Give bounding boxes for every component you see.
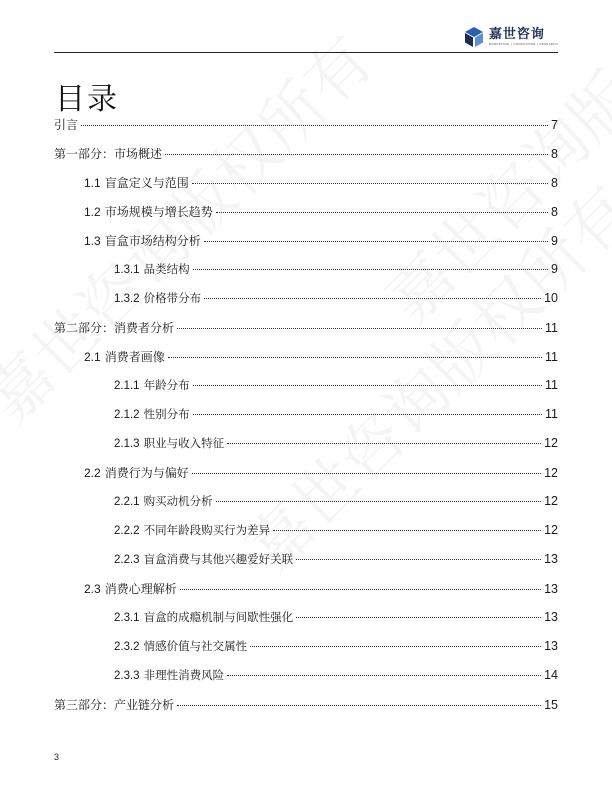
toc-leader-dots: [204, 241, 548, 242]
toc-leader-dots: [81, 125, 548, 126]
toc-entry-text: 性别分布: [143, 407, 190, 421]
logo-name: 嘉世咨询: [488, 26, 545, 42]
toc-entry-page: 12: [544, 523, 558, 537]
toc-entry-text: 消费行为与偏好: [104, 466, 189, 480]
toc-leader-dots: [273, 530, 541, 531]
toc-entry[interactable]: [54, 493, 558, 522]
toc-entry-title: [84, 464, 189, 481]
toc-leader-dots: [193, 385, 542, 386]
toc-entry-text: 职业与收入特征: [143, 436, 225, 450]
toc-leader-dots: [192, 183, 548, 184]
toc-entry-page: 11: [545, 378, 558, 392]
toc-entry-text: 第一部分：市场概述: [54, 147, 163, 161]
toc-entry-number: 1.3.2: [114, 293, 140, 305]
toc-entry-text: 盲盒定义与范围: [104, 176, 189, 190]
toc-leader-dots: [177, 705, 541, 706]
toc-entry-page: 7: [551, 118, 558, 132]
toc-entry-page: 12: [544, 494, 558, 508]
toc-entry-title: [114, 435, 224, 451]
toc-entry[interactable]: [54, 551, 558, 580]
toc-leader-dots: [193, 414, 542, 415]
toc-entry-page: 13: [544, 639, 558, 653]
toc-entry-title: [114, 406, 190, 422]
toc-title: 目录: [55, 82, 119, 117]
toc-entry[interactable]: [54, 116, 558, 145]
toc-leader-dots: [296, 617, 541, 618]
toc-entry-text: 盲盒市场结构分析: [104, 234, 201, 248]
toc-entry-text: 情感价值与社交属性: [143, 639, 248, 653]
toc-entry-title: [114, 261, 190, 277]
toc-entry-page: 13: [544, 610, 558, 624]
toc-entry-text: 引言: [54, 118, 79, 132]
toc-entry-number: 1.1: [84, 176, 101, 190]
toc-entry-title: [114, 551, 293, 567]
toc-entry-text: 消费心理解析: [104, 582, 177, 596]
toc-entry-title: [114, 290, 201, 306]
toc-entry-title: [114, 638, 247, 654]
toc-entry[interactable]: [54, 464, 558, 493]
toc-entry-number: 2.3.1: [114, 612, 140, 624]
toc-entry[interactable]: [54, 580, 558, 609]
toc-entry-title: [84, 580, 177, 597]
toc-leader-dots: [192, 473, 541, 474]
toc-entry[interactable]: [54, 406, 558, 435]
toc-entry-number: 2.2: [84, 466, 101, 480]
toc-entry[interactable]: [54, 667, 558, 696]
toc-entry[interactable]: [54, 522, 558, 551]
toc-entry-page: 13: [544, 582, 558, 596]
toc-entry-number: 2.1.3: [114, 438, 140, 450]
toc-entry-number: 2.3.3: [114, 670, 140, 682]
toc-entry[interactable]: [54, 319, 558, 348]
toc-entry-title: [54, 145, 162, 162]
toc-leader-dots: [180, 589, 541, 590]
toc-entry-title: [114, 377, 190, 393]
toc-entry-number: 2.2.2: [114, 525, 140, 537]
toc-entry-page: 8: [551, 176, 558, 190]
toc-entry[interactable]: [54, 609, 558, 638]
toc-entry-text: 盲盒消费与其他兴趣爱好关联: [143, 552, 294, 566]
toc-entry-title: [114, 493, 213, 509]
toc-entry-page: 11: [545, 350, 558, 364]
toc-entry-number: 2.3.2: [114, 641, 140, 653]
toc-entry-number: 2.1.2: [114, 409, 140, 421]
toc-entry-number: 2.2.3: [114, 554, 140, 566]
toc-leader-dots: [296, 559, 541, 560]
toc-leader-dots: [227, 443, 541, 444]
toc-entry-title: [54, 319, 174, 336]
page-header: [54, 24, 558, 53]
toc-entry-page: 12: [544, 466, 558, 480]
toc-entry-page: 11: [545, 407, 558, 421]
toc-leader-dots: [216, 501, 542, 502]
toc-leader-dots: [227, 675, 541, 676]
toc-entry-text: 购买动机分析: [143, 494, 213, 508]
toc-entry-text: 第三部分：产业链分析: [54, 698, 175, 712]
logo-tagline: MARKETING | CONSULTING | RESEARCH: [488, 41, 558, 46]
toc-leader-dots: [165, 154, 548, 155]
toc-entry-number: 1.3.1: [114, 264, 140, 276]
toc-leader-dots: [216, 212, 548, 213]
toc-entry-text: 市场规模与增长趋势: [104, 205, 213, 219]
toc-entry-number: 2.1.1: [114, 380, 140, 392]
toc-entry[interactable]: [54, 203, 558, 232]
toc-entry-page: 9: [551, 262, 558, 276]
toc-entry-number: 1.2: [84, 205, 101, 219]
toc-entry-number: 2.1: [84, 350, 101, 364]
logo-cube-icon: [463, 26, 485, 48]
toc-entry-text: 年龄分布: [143, 378, 190, 392]
toc-leader-dots: [204, 298, 541, 299]
toc-entry-title: [54, 116, 78, 133]
toc-entry-text: 消费者画像: [104, 350, 165, 364]
table-of-contents: [54, 116, 558, 725]
toc-entry-page: 13: [544, 552, 558, 566]
toc-entry-title: [54, 696, 174, 713]
toc-entry-number: 2.2.1: [114, 496, 140, 508]
toc-entry[interactable]: [54, 435, 558, 464]
toc-entry[interactable]: [54, 290, 558, 319]
toc-entry[interactable]: [54, 145, 558, 174]
toc-entry-text: 盲盒的成瘾机制与间歇性强化: [143, 610, 294, 624]
page-number: 3: [54, 752, 60, 762]
toc-entry-title: [114, 522, 270, 538]
toc-entry-text: 价格带分布: [143, 291, 202, 305]
toc-entry-page: 8: [551, 205, 558, 219]
toc-entry[interactable]: [54, 696, 558, 725]
toc-entry[interactable]: [54, 348, 558, 377]
toc-entry-text: 品类结构: [143, 262, 190, 276]
toc-entry[interactable]: [54, 638, 558, 667]
toc-entry-number: 1.3: [84, 234, 101, 248]
toc-entry-title: [84, 174, 189, 191]
toc-entry-title: [84, 203, 213, 220]
toc-entry-title: [84, 348, 165, 365]
toc-entry-page: 15: [544, 698, 558, 712]
toc-leader-dots: [250, 646, 541, 647]
toc-leader-dots: [193, 269, 548, 270]
company-logo: [463, 26, 558, 48]
toc-entry-page: 10: [544, 291, 558, 305]
toc-entry-page: 8: [551, 147, 558, 161]
toc-entry[interactable]: [54, 174, 558, 203]
toc-entry-title: [114, 667, 224, 683]
toc-entry-title: [84, 232, 201, 249]
toc-entry-page: 9: [551, 234, 558, 248]
toc-entry-title: [114, 609, 293, 625]
toc-entry-text: 第二部分：消费者分析: [54, 321, 175, 335]
toc-entry[interactable]: [54, 232, 558, 261]
toc-entry-page: 11: [545, 321, 558, 335]
toc-entry[interactable]: [54, 377, 558, 406]
toc-entry-text: 不同年龄段购买行为差异: [143, 523, 271, 537]
toc-entry-text: 非理性消费风险: [143, 668, 225, 682]
toc-leader-dots: [177, 328, 542, 329]
toc-entry[interactable]: [54, 261, 558, 290]
toc-leader-dots: [168, 357, 542, 358]
toc-entry-page: 12: [544, 436, 558, 450]
toc-entry-page: 14: [544, 668, 558, 682]
toc-entry-number: 2.3: [84, 582, 101, 596]
